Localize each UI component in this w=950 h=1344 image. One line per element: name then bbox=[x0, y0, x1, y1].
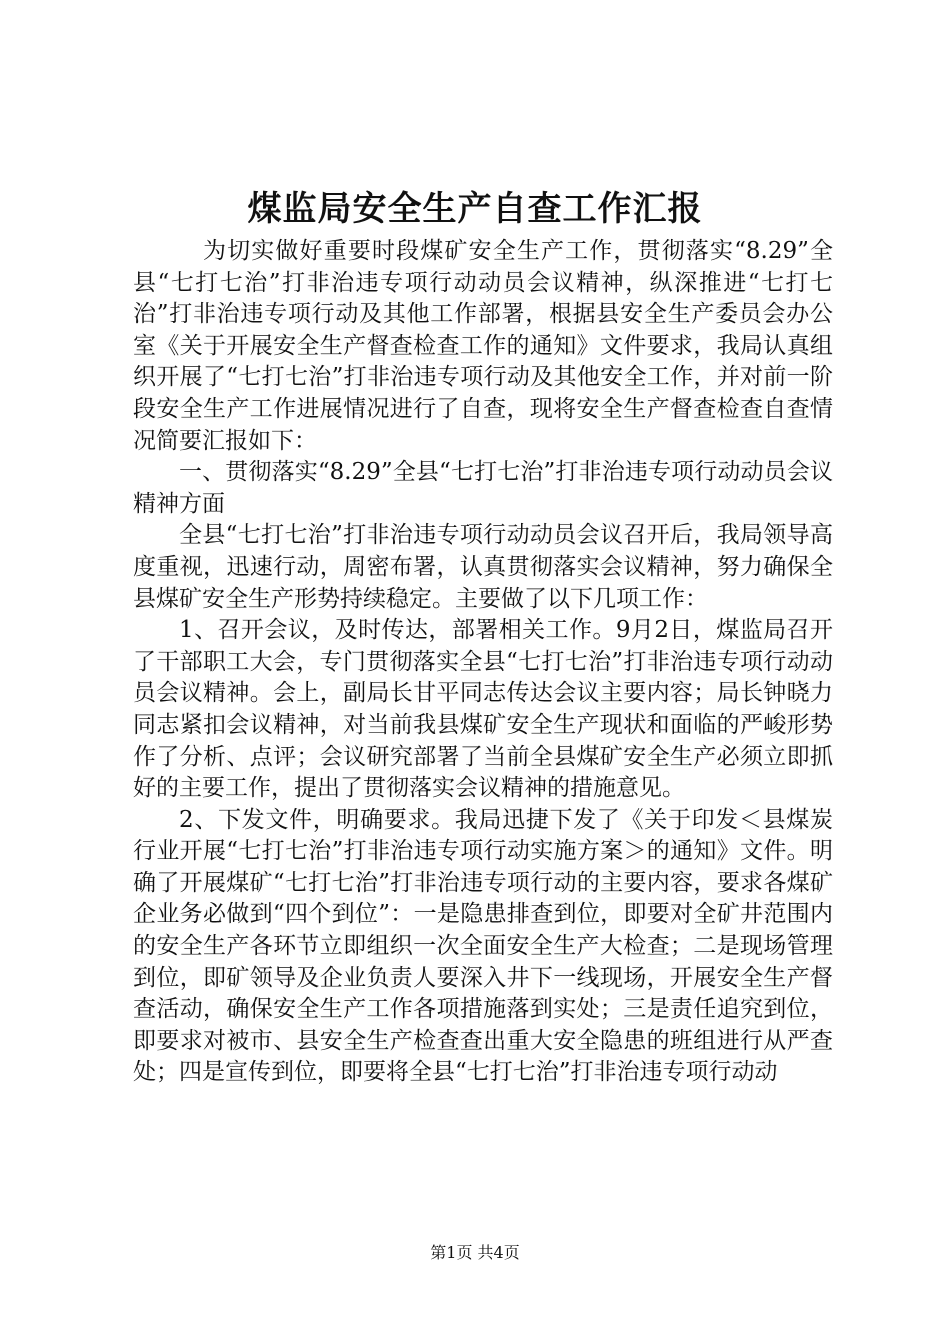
paragraph-intro: 为切实做好重要时段煤矿安全生产工作，贯彻落实“8.29”全县“七打七治”打非治违专项行动动员会议精神，纵深推进“七打七治”打非治违专项行动及其他工作部署，根据县安全生产委员会办公室《关于开展安全生产督查检查工作的通知》文件要求，我局认真组织开展了“七打七治”打非治违专项行动及其他安全工作，并对前一阶段安全生产工作进展情况进行了自查，现将安全生产督查检查自查情况简要汇报如下： bbox=[133, 238, 833, 454]
paragraph-item-1: 1、召开会议，及时传达，部署相关工作。9月2日，煤监局召开了干部职工大会，专门贯彻落实全县“七打七治”打非治违专项行动动员会议精神。会上，副局长甘平同志传达会议主要内容；局长钟晓力同志紧扣会议精神，对当前我县煤矿安全生产现状和面临的严峻形势作了分析、点评；会议研究部署了当前全县煤矿安全生产必须立即抓好的主要工作，提出了贯彻落实会议精神的措施意见。 bbox=[133, 617, 833, 802]
page-footer: 第1页 共4页 bbox=[430, 1243, 520, 1262]
document-title: 煤监局安全生产自查工作汇报 bbox=[247, 189, 703, 229]
document-body bbox=[133, 236, 833, 1089]
paragraph-item-2: 2、下发文件，明确要求。我局迅捷下发了《关于印发＜县煤炭行业开展“七打七治”打非治违专项行动实施方案＞的通知》文件。明确了开展煤矿“七打七治”打非治违专项行动的主要内容，要求各煤矿企业务必做到“四个到位”：一是隐患排查到位，即要对全矿井范围内的安全生产各环节立即组织一次全面安全生产大检查；二是现场管理到位，即矿领导及企业负责人要深入井下一线现场，开展安全生产督查活动，确保安全生产工作各项措施落到实处；三是责任追究到位，即要求对被市、县安全生产检查查出重大安全隐患的班组进行从严查处；四是宣传到位，即要将全县“七打七治”打非治违专项行动动 bbox=[133, 806, 833, 1086]
paragraph-overview: 全县“七打七治”打非治违专项行动动员会议召开后，我局领导高度重视，迅速行动，周密布署，认真贯彻落实会议精神，努力确保全县煤矿安全生产形势持续稳定。主要做了以下几项工作： bbox=[133, 522, 833, 612]
paragraph-section-heading: 一、贯彻落实“8.29”全县“七打七治”打非治违专项行动动员会议精神方面 bbox=[133, 459, 833, 517]
